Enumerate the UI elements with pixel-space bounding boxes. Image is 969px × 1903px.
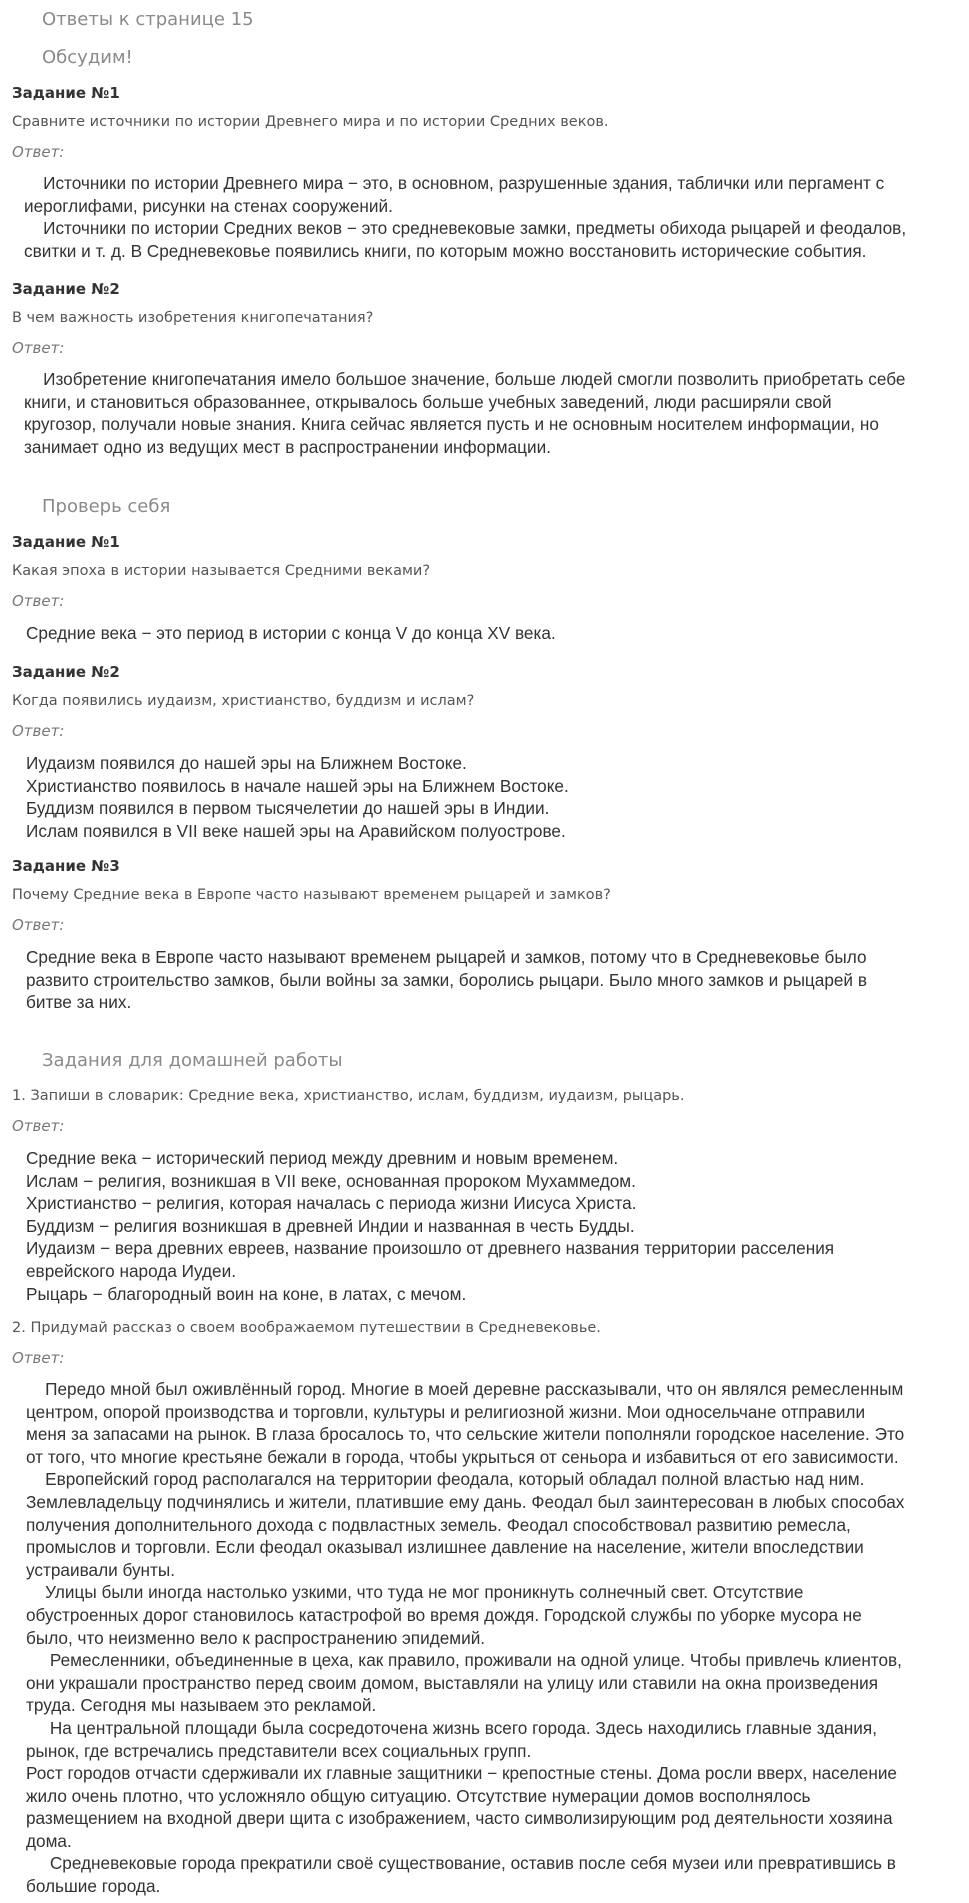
answer-line: иероглифами, рисунки на стенах сооружений. [24, 195, 393, 216]
answer-line: Средние века в Европе часто называют временем рыцарей и замков, потому что в Средневековье было [26, 947, 867, 967]
answer-line: Христианство − религия, которая началась с периода жизни Иисуса Христа. [26, 1193, 637, 1214]
answer-line: Иудаизм − вера древних евреев, название произошло от древнего названия территории расселения [26, 1238, 835, 1259]
answer-line: Источники по истории Древнего мира − это, в основном, разрушенные здания, таблички или пергамент с [24, 173, 885, 193]
task-question: Когда появились иудаизм, христианство, буддизм и ислам? [12, 693, 475, 709]
answer-line: Средние века − исторический период между древним и новым временем. [26, 1148, 619, 1168]
answer-line: Средние века − это период в истории с конца V до конца XV века. [26, 623, 556, 643]
answer-line: книги, и становиться образованнее, открывалось больше учебных заведений, люди расширяли свой [24, 391, 832, 412]
answer-line: Иудаизм появился до нашей эры на Ближнем Востоке. [26, 753, 467, 773]
answer-text [26, 1147, 834, 1305]
answer-text [24, 368, 905, 458]
answer-label: Ответ: [12, 143, 65, 161]
answer-line: труда. Сегодня мы называем это рекламой. [26, 1695, 377, 1716]
answer-line: Европейский город располагался на территории феодала, который обладал полной властью над ним. [26, 1469, 865, 1490]
answer-label: Ответ: [12, 916, 65, 934]
answer-line: меня за запасами на рынок. В глаза бросалось то, что сельские жители пополняли городское население. Это [26, 1424, 905, 1445]
answer-line: рынок, где встречались представители всех социальных групп. [26, 1740, 532, 1761]
answer-line: большие города. [26, 1876, 161, 1897]
answer-line: еврейского народа Иудеи. [26, 1260, 236, 1281]
answer-line: размещением на входной двери щита с изображением, часто символизирующим род деятельности хозяина [26, 1808, 893, 1829]
task-question: Почему Средние века в Европе часто называют временем рыцарей и замков? [12, 887, 611, 903]
answer-line: они украшали пространство перед своим домом, выставляли на улицу или ставили на окна произведения [26, 1672, 879, 1693]
answer-line: Рост городов отчасти сдерживали их главные защитники − крепостные стены. Дома росли вверх, население [26, 1763, 897, 1784]
answer-line: дома. [26, 1830, 72, 1851]
answer-line: жило очень плотно, что усложняло общую ситуацию. Отсутствие нумерации домов восполнялось [26, 1785, 811, 1806]
task-label: Задание №2 [12, 663, 120, 681]
task-question: 2. Придумай рассказ о своем воображаемом путешествии в Средневековье. [12, 1320, 601, 1336]
answer-line: Христианство появилось в начале нашей эры на Ближнем Востоке. [26, 775, 569, 796]
answer-line: Средневековые города прекратили своё существование, оставив после себя музеи или превратившись в [26, 1853, 896, 1874]
answer-label: Ответ: [12, 1349, 65, 1367]
task-question: В чем важность изобретения книгопечатания? [12, 310, 374, 326]
task-label: Задание №2 [12, 280, 120, 298]
answer-line: Рыцарь − благородный воин на коне, в латах, с мечом. [26, 1283, 467, 1304]
section-heading-homework: Задания для домашней работы [42, 1050, 343, 1071]
task-question: 1. Запиши в словарик: Средние века, христианство, ислам, буддизм, иудаизм, рыцарь. [12, 1088, 685, 1104]
answer-line: развито строительство замков, были войны за замки, боролись рыцари. Было много замков и рыцарей в [26, 969, 867, 990]
answer-text [26, 946, 867, 1014]
page-title: Ответы к странице 15 [42, 9, 254, 30]
answer-line: получения дополнительного дохода с подвластных земель. Феодал способствовал развитию ремесла, [26, 1514, 851, 1535]
answer-label: Ответ: [12, 1117, 65, 1135]
answer-text [26, 622, 556, 645]
answer-line: битве за них. [26, 992, 132, 1013]
answer-line: промыслов и торговли. Если феодал оказывал излишнее давление на население, жители впоследствии [26, 1537, 864, 1558]
answer-line: занимает одно из ведущих мест в распространении информации. [24, 436, 551, 457]
answer-line: свитки и т. д. В Средневековье появились книги, по которым можно восстановить исторические события. [24, 240, 867, 261]
answer-line: центром, опорой производства и торговли, культуры и религиозной жизни. Мои односельчане отправили [26, 1401, 866, 1422]
answer-line: Передо мной был оживлённый город. Многие в моей деревне рассказывали, что он являлся ремесленным [26, 1379, 904, 1399]
answer-line: На центральной площади была сосредоточена жизнь всего города. Здесь находились главные здания, [26, 1717, 877, 1738]
answer-label: Ответ: [12, 592, 65, 610]
answer-line: обустроенных дорог становилось катастрофой во время дождя. Городской службы по уборке мусора не [26, 1604, 862, 1625]
answer-line: от того, что многие крестьяне бежали в города, чтобы укрыться от сеньора и избавиться от его зависимости. [26, 1446, 899, 1467]
answer-label: Ответ: [12, 339, 65, 357]
answer-line: Ислам − религия, возникшая в VII веке, основанная пророком Мухаммедом. [26, 1170, 636, 1191]
task-label: Задание №3 [12, 857, 120, 875]
answer-line: устраивали бунты. [26, 1559, 176, 1580]
answer-text [26, 1378, 904, 1898]
answer-line: Изобретение книгопечатания имело большое значение, больше людей смогли позволить приобретать себе [24, 369, 906, 389]
section-heading-check: Проверь себя [42, 496, 171, 517]
answer-line: было, что неизменно вело к распространению эпидемий. [26, 1627, 486, 1648]
task-question: Сравните источники по истории Древнего мира и по истории Средних веков. [12, 114, 609, 130]
answer-line: кругозор, получали новые знания. Книга сейчас является пусть и не основным носителем информации, но [24, 414, 879, 435]
answer-line: Землевладельцу подчинялись и жители, платившие ему дань. Феодал был заинтересован в любых способах [26, 1491, 905, 1512]
task-label: Задание №1 [12, 84, 120, 102]
answer-line: Ислам появился в VII веке нашей эры на Аравийском полуострове. [26, 820, 566, 841]
answer-label: Ответ: [12, 722, 65, 740]
answer-line: Буддизм − религия возникшая в древней Индии и названная в честь Будды. [26, 1215, 635, 1236]
answer-text [24, 172, 906, 262]
section-heading-discuss: Обсудим! [42, 47, 133, 68]
answer-line: Буддизм появился в первом тысячелетии до нашей эры в Индии. [26, 798, 550, 819]
answer-line: Источники по истории Средних веков − это средневековые замки, предметы обихода рыцарей и феодалов, [24, 218, 907, 239]
task-question: Какая эпоха в истории называется Средними веками? [12, 563, 431, 579]
task-label: Задание №1 [12, 533, 120, 551]
answer-line: Улицы были иногда настолько узкими, что туда не мог проникнуть солнечный свет. Отсутствие [26, 1582, 804, 1603]
answer-text [26, 752, 569, 842]
answer-line: Ремесленники, объединенные в цеха, как правило, проживали на одной улице. Чтобы привлечь клиентов, [26, 1650, 902, 1671]
